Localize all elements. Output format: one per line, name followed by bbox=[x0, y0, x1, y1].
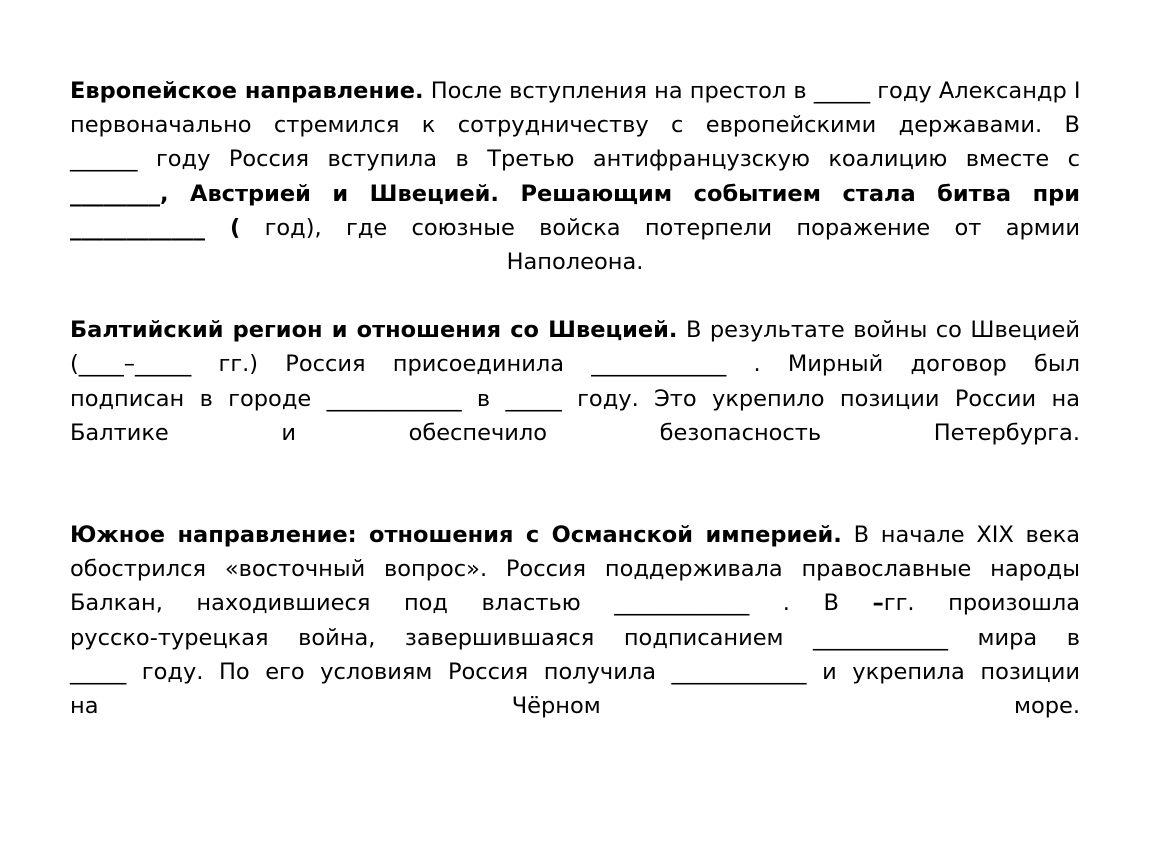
text-line bbox=[70, 382, 1080, 416]
text-line bbox=[70, 689, 1080, 723]
text-line bbox=[70, 177, 1080, 211]
text-span: первоначально стремился к сотрудничеству с европейскими державами. В bbox=[70, 112, 1080, 139]
text-line bbox=[70, 211, 1080, 245]
text-line bbox=[70, 621, 1080, 655]
text-line bbox=[70, 416, 1080, 450]
text-line bbox=[70, 586, 1080, 620]
text-span: В начале XIX века bbox=[841, 522, 1080, 549]
text-line bbox=[70, 245, 1080, 279]
text-span: Наполеона. bbox=[506, 249, 644, 276]
paragraph-baltic bbox=[70, 313, 1080, 450]
text-line bbox=[70, 108, 1080, 142]
text-span: _____ году. По его условиям Россия получила ____________ и укрепила позиции bbox=[70, 658, 1080, 685]
text-span: После вступления на престол в _____ году Александр I bbox=[423, 78, 1081, 104]
section-heading: Южное направление: отношения с Османской империей. bbox=[70, 522, 842, 549]
text-span: В результате войны со Швецией bbox=[677, 317, 1080, 344]
bold-span: ________, Австрией и Швецией. Решающим событием стала битва при bbox=[70, 180, 1080, 207]
text-span: гг. произошла bbox=[883, 590, 1080, 617]
paragraph-european bbox=[70, 74, 1080, 279]
text-span: Балтике и обеспечило безопасность Петербурга. bbox=[70, 419, 1080, 446]
text-span: обострился «восточный вопрос». Россия поддерживала православные народы bbox=[70, 556, 1080, 583]
text-line bbox=[70, 313, 1080, 347]
text-span: подписан в городе ____________ в _____ году. Это укрепило позиции России на bbox=[70, 385, 1080, 412]
document-page bbox=[70, 74, 1080, 723]
text-line bbox=[70, 518, 1080, 552]
text-span: год), где союзные войска потерпели поражение от армии bbox=[240, 214, 1080, 241]
text-span: Балкан, находившиеся под властью ____________ . В bbox=[70, 590, 873, 617]
section-heading: Европейское направление. bbox=[70, 78, 424, 104]
text-span: ______ году Россия вступила в Третью антифранцузскую коалицию вместе с bbox=[70, 146, 1080, 173]
text-line bbox=[70, 552, 1080, 586]
text-line bbox=[70, 655, 1080, 689]
section-heading: Балтийский регион и отношения со Швецией. bbox=[70, 317, 678, 344]
text-span: русско-турецкая война, завершившаяся подписанием ____________ мира в bbox=[70, 624, 1080, 651]
text-line bbox=[70, 74, 1080, 108]
paragraph-southern bbox=[70, 518, 1080, 723]
text-line bbox=[70, 142, 1080, 176]
text-span: (____–_____ гг.) Россия присоединила ____________ . Мирный договор был bbox=[70, 351, 1080, 378]
text-span: на Чёрном море. bbox=[70, 693, 1080, 720]
bold-span: ____________ ( bbox=[70, 214, 241, 241]
bold-span: – bbox=[872, 590, 884, 617]
text-line bbox=[70, 347, 1080, 381]
